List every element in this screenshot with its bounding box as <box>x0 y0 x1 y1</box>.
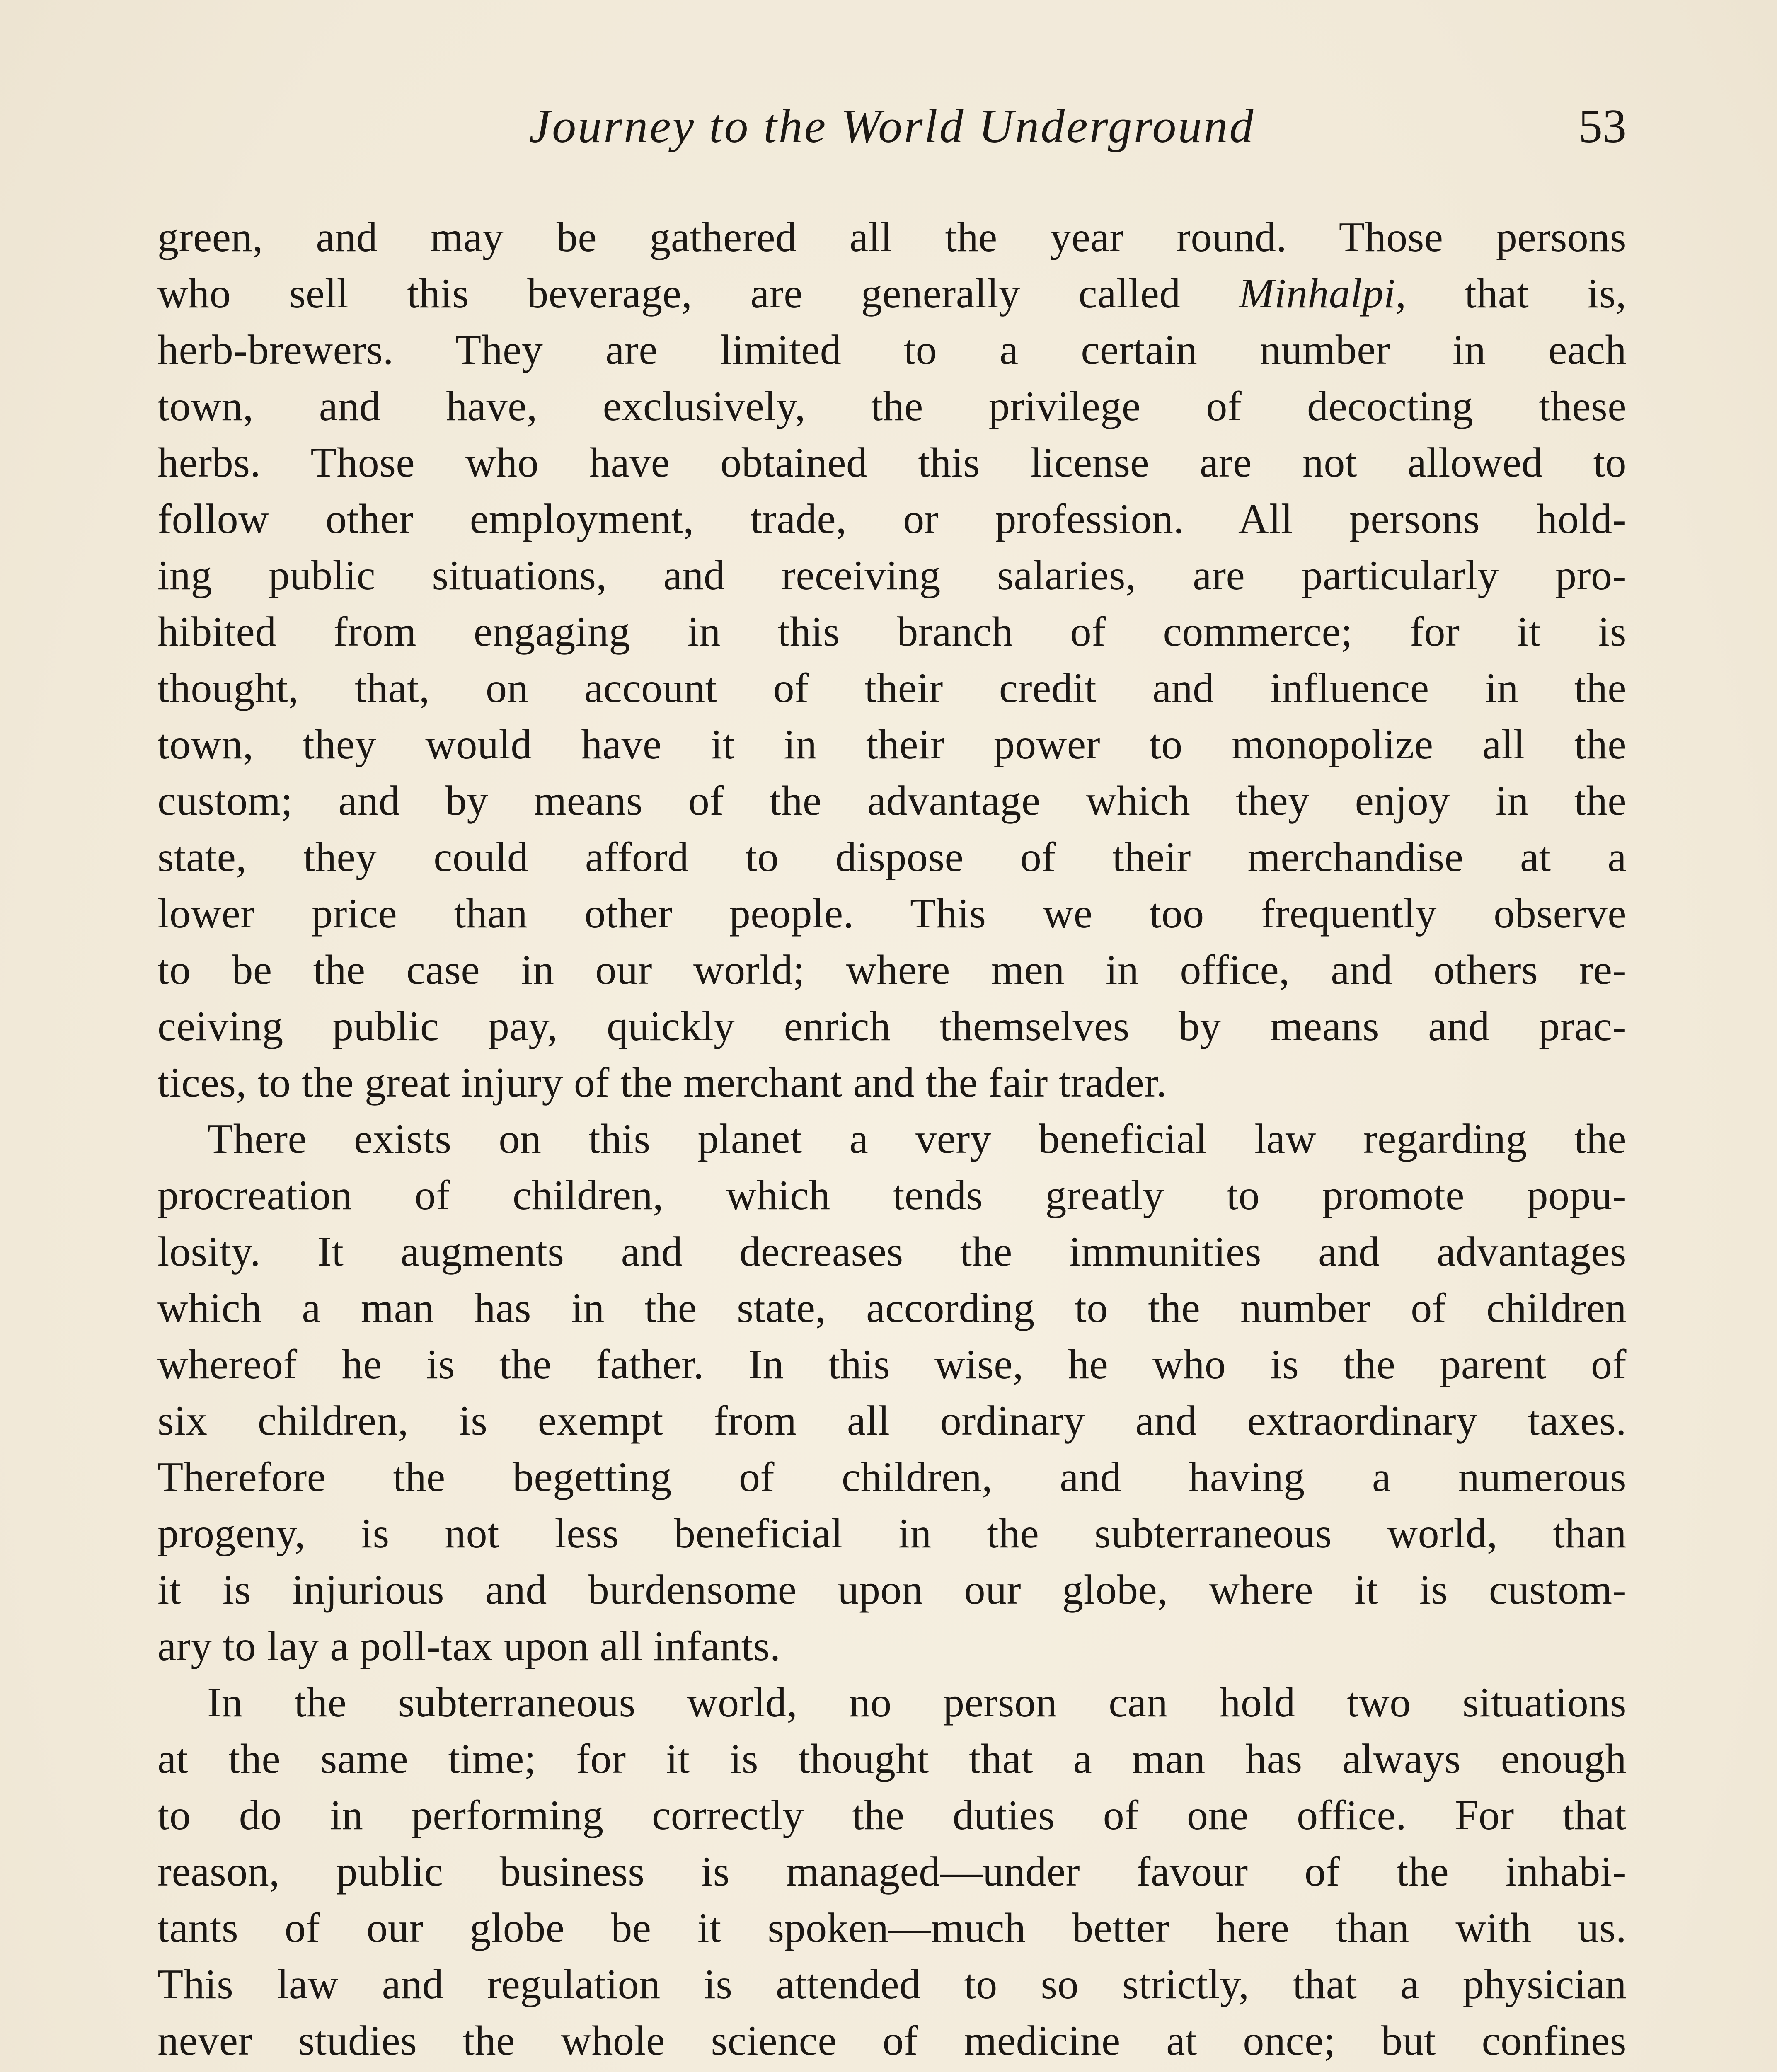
text-line: thought, that, on account of their credit and influence in the <box>157 665 1627 712</box>
text-line: There exists on this planet a very beneficial law regarding the <box>207 1116 1627 1162</box>
text-line: ing public situations, and receiving salaries, are particularly pro- <box>157 552 1627 599</box>
text-line: ary to lay a poll-tax upon all infants. <box>157 1623 781 1670</box>
text-line: state, they could afford to dispose of their merchandise at a <box>157 834 1627 881</box>
body-text <box>157 209 1627 2072</box>
text-line: lower price than other people. This we too frequently observe <box>157 890 1627 937</box>
text-line: custom; and by means of the advantage which they enjoy in the <box>157 777 1627 824</box>
text-line: reason, public business is managed—under favour of the inhabi- <box>157 1848 1627 1895</box>
text-line: whereof he is the father. In this wise, he who is the parent of <box>157 1341 1627 1388</box>
text-line: losity. It augments and decreases the immunities and advantages <box>157 1228 1627 1275</box>
text-line: town, they would have it in their power to monopolize all the <box>157 721 1627 768</box>
text-line: to be the case in our world; where men in office, and others re- <box>157 946 1627 993</box>
text-line: which a man has in the state, according to the number of children <box>157 1285 1627 1331</box>
text-line: In the subterraneous world, no person can hold two situations <box>207 1679 1627 1726</box>
text-line: herb-brewers. They are limited to a certain number in each <box>157 327 1627 373</box>
running-title: Journey to the World Underground <box>529 100 1255 153</box>
text-line: procreation of children, which tends greatly to promote popu- <box>157 1172 1627 1219</box>
page-header <box>157 93 1627 160</box>
text-line: to do in performing correctly the duties of one office. For that <box>157 1792 1627 1839</box>
text-line: at the same time; for it is thought that a man has always enough <box>157 1736 1627 1782</box>
text-line: town, and have, exclusively, the privilege of decocting these <box>157 383 1627 430</box>
text-line: who sell this beverage, are generally called Minhalpi, that is, <box>157 270 1627 317</box>
text-line <box>157 2069 1627 2072</box>
text-line: never studies the whole science of medicine at once; but confines <box>157 2017 1627 2064</box>
text-line: green, and may be gathered all the year round. Those persons <box>157 214 1627 261</box>
text-line: tants of our globe be it spoken—much better here than with us. <box>157 1905 1627 1951</box>
text-line: This law and regulation is attended to so strictly, that a physician <box>157 1961 1627 2008</box>
text-line: herbs. Those who have obtained this license are not allowed to <box>157 439 1627 486</box>
text-line: six children, is exempt from all ordinary and extraordinary taxes. <box>157 1397 1627 1444</box>
text-line: ceiving public pay, quickly enrich themselves by means and prac- <box>157 1003 1627 1050</box>
text-line: hibited from engaging in this branch of commerce; for it is <box>157 608 1627 655</box>
text-line: progeny, is not less beneficial in the subterraneous world, than <box>157 1510 1627 1557</box>
page-number: 53 <box>1578 100 1627 153</box>
text-line: tices, to the great injury of the merchant and the fair trader. <box>157 1059 1167 1106</box>
text-line: Therefore the begetting of children, and having a numerous <box>157 1454 1627 1501</box>
text-line: it is injurious and burdensome upon our globe, where it is custom- <box>157 1566 1627 1613</box>
text-line: follow other employment, trade, or profession. All persons hold- <box>157 496 1627 542</box>
